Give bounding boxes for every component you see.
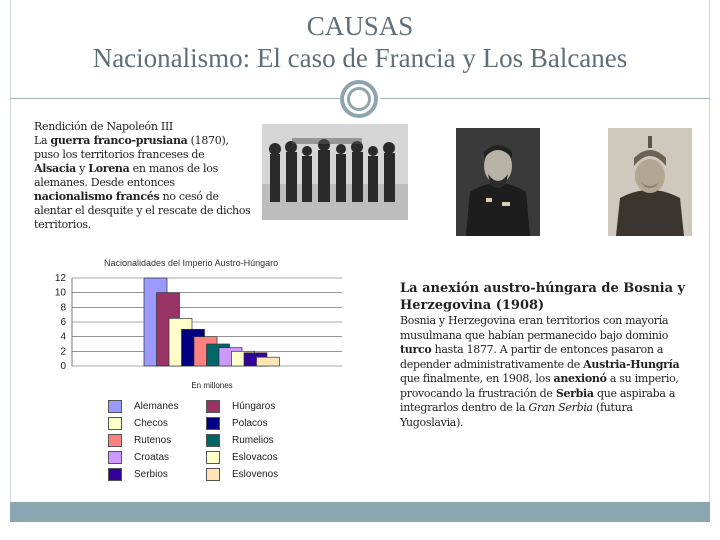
y-tick-label: 0: [60, 361, 66, 372]
legend-item-eslovenos: [206, 468, 278, 481]
bosnia-paragraph: Bosnia y Herzegovina eran territorios con mayoría musulmana que habían permanecido bajo dominio turco hasta 1877. A partir de entonces pasaron a depender administrativamente de Austria-Hungría que finalmente, en 1908, los anexionó a su imperio, provocando la frustración de Serbia que aspiraba a integrarlos dentro de la Gran Serbia (futura Yugoslavia).: [400, 314, 680, 429]
legend-label: Checos: [134, 418, 168, 429]
text-line: alemanes. Desde entonces: [34, 176, 175, 189]
legend-swatch: [108, 468, 122, 481]
divider-right: [380, 98, 710, 99]
text-line: alentar el desquite y el rescate de dichos: [34, 204, 251, 217]
legend-item-polacos: [206, 417, 268, 430]
legend-item-rutenos: [108, 434, 171, 447]
napoleon-portrait: [456, 128, 540, 236]
chart-legend: [108, 400, 338, 490]
y-tick-label: 8: [60, 302, 66, 314]
text-line: Rendición de Napoleón III: [34, 120, 173, 133]
legend-swatch: [108, 434, 122, 447]
bismarck-portrait: [608, 128, 692, 236]
y-tick-label: 12: [54, 273, 66, 284]
legend-label: Rumelios: [232, 435, 274, 446]
surrender-scene-photo: [262, 124, 408, 220]
legend-item-croatas: [108, 451, 169, 464]
text-line: puso los territorios franceses de: [34, 148, 205, 161]
y-tick-label: 6: [60, 317, 66, 328]
legend-swatch: [206, 400, 220, 413]
x-axis-label: En millones: [191, 381, 233, 390]
footer-bar: [10, 502, 710, 522]
bosnia-text-block: [400, 280, 690, 430]
divider-left: [10, 98, 342, 99]
legend-item-rumelios: [206, 434, 274, 447]
y-tick-label: 2: [60, 346, 66, 358]
legend-label: Polacos: [232, 418, 268, 429]
legend-swatch: [108, 400, 122, 413]
text-line: nacionalismo francés no cesó de: [34, 190, 219, 203]
legend-label: Rutenos: [134, 435, 172, 446]
y-tick-label: 10: [54, 287, 66, 299]
text-line: Alsacia y Lorena en manos de los: [34, 162, 218, 175]
legend-swatch: [206, 434, 220, 447]
legend-swatch: [108, 451, 122, 464]
legend-label: Croatas: [134, 452, 170, 463]
divider-ring-icon: [340, 80, 378, 118]
slide-title: [0, 10, 720, 74]
legend-item-eslovacos: [206, 451, 278, 464]
nationalities-bar-chart: [40, 268, 360, 398]
text-line: La guerra franco-prusiana (1870),: [34, 134, 229, 147]
y-tick-label: 4: [60, 331, 66, 343]
legend-swatch: [206, 451, 220, 464]
legend-item-húngaros: [206, 400, 275, 413]
bosnia-heading: La anexión austro-húngara de Bosnia y Herzegovina (1908): [400, 281, 686, 313]
title-line-subtitle: Nacionalismo: El caso de Francia y Los Balcanes: [92, 43, 628, 73]
legend-item-alemanes: [108, 400, 178, 413]
legend-swatch: [206, 417, 220, 430]
napoleon-text-block: [34, 120, 254, 232]
legend-swatch: [206, 468, 220, 481]
legend-label: Eslovacos: [232, 452, 278, 463]
legend-item-checos: [108, 417, 168, 430]
legend-label: Húngaros: [232, 401, 276, 412]
bar-eslovenos: [257, 357, 280, 366]
legend-label: Alemanes: [134, 401, 179, 412]
text-line: territorios.: [34, 218, 91, 231]
title-line-causas: CAUSAS: [306, 11, 414, 41]
legend-label: Eslovenos: [232, 469, 279, 480]
legend-swatch: [108, 417, 122, 430]
legend-label: Serbios: [134, 469, 168, 480]
legend-item-serbios: [108, 468, 168, 481]
chart-title: Nacionalidades del Imperio Austro-Húngaro: [104, 258, 279, 268]
